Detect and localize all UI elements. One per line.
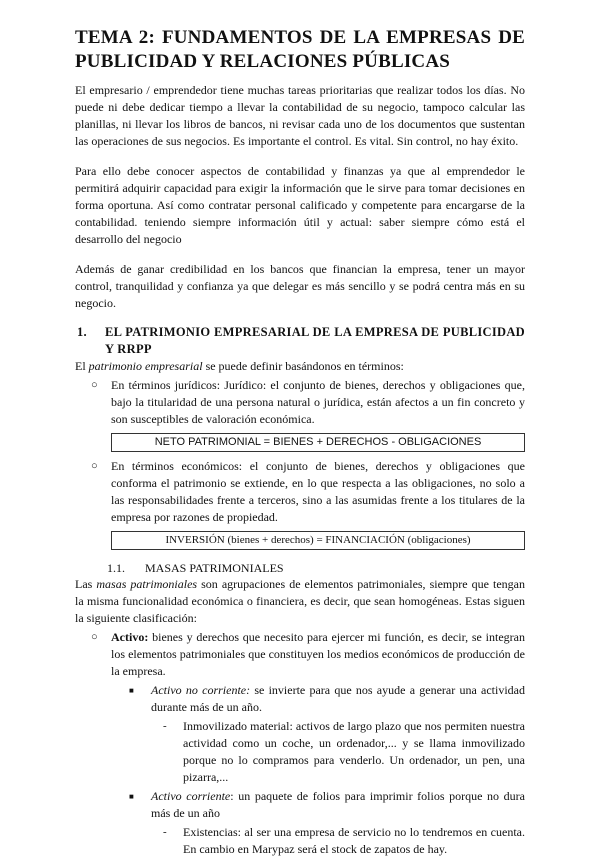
list-item-activo-no-corriente <box>75 682 525 716</box>
intro-paragraph-2: Para ello debe conocer aspectos de contabilidad y finanzas ya que al emprendedor le permitirá adquirir capacidad para exigir la información que le sirve para tomar decisiones en forma oportuna. Así como contratar personal calificado y competente para encargarse de la contabilidad. teniendo siempre información útil y actual: saber siempre cómo está el desarrollo del negocio <box>75 164 525 246</box>
activo-no-corriente-description: se invierte para que nos ayude a generar una actividad durante más de un año. <box>151 683 525 714</box>
lead-prefix: Las <box>75 577 97 591</box>
list-item-activo <box>75 629 525 680</box>
section-1-1-lead <box>75 576 525 627</box>
activo-text <box>111 629 525 680</box>
inmovilizado-text: Inmovilizado material: activos de largo plazo que nos permiten nuestra actividad como un coche, un ordenador,... y se llama inmovilizado porque no lo compramos para venderlo. Un ordenador, un pen, una pizarra,... <box>183 719 525 784</box>
circle-bullet-icon: ○ <box>91 379 98 391</box>
section-1-1-number: 1.1. <box>107 561 125 575</box>
list-item-juridicos <box>75 377 525 428</box>
dash-bullet-icon: - <box>163 720 167 732</box>
activo-description: bienes y derechos que necesito para ejercer mi función, es decir, se integran los elementos patrimoniales que constituyen los medios económicos de producción de la empresa. <box>111 630 525 678</box>
lead-suffix: son agrupaciones de elementos patrimoniales, siempre que tengan la misma funcionalidad económica o financiera, es decir, que sean homogéneas. Estas siguen la siguiente clasificación: <box>75 577 525 625</box>
dash-bullet-icon: - <box>163 826 167 838</box>
intro-paragraph-1: El empresario / emprendedor tiene muchas tareas prioritarias que realizar todos los días. No puede ni debe dedicar tiempo a llevar la contabilidad de su negocio, tampoco calcular las planillas, ni llevar los libros de bancos, ni revisar cada uno de los documentos que sustentan las operaciones de sus negocios. Es importante el control. Es vital. Sin control, no hay éxito. <box>75 83 525 148</box>
formula-inversion: INVERSIÓN (bienes + derechos) = FINANCIACIÓN (obligaciones) <box>111 531 525 550</box>
section-1-lead <box>75 358 525 375</box>
juridicos-text: En términos jurídicos: Jurídico: el conjunto de bienes, derechos y obligaciones que, bajo la titularidad de una persona natural o jurídica, están afectos a un fin concreto y son susceptibles de valoración económica. <box>111 378 525 426</box>
intro-paragraph-3: Además de ganar credibilidad en los bancos que financian la empresa, tener un mayor control, tranquilidad y confianza ya que delegar es más sencillo y se podrá centra más en su negocio. <box>75 262 525 310</box>
economicos-text: En términos económicos: el conjunto de bienes, derechos y obligaciones que conforma el patrimonio se extiende, en lo que respecta a las obligaciones, no solo a las responsabilidades frente a terceros, sino a las asumidas frente a los titulares de la empresa por razones de propiedad. <box>111 459 525 524</box>
activo-corriente-text <box>151 788 525 822</box>
square-bullet-icon: ■ <box>129 686 134 695</box>
activo-no-corriente-label: Activo no corriente: <box>151 683 251 697</box>
activo-no-corriente-text <box>151 682 525 716</box>
list-item-economicos <box>75 458 525 526</box>
section-1-heading <box>75 324 525 358</box>
lead-suffix: se puede definir basándonos en términos: <box>202 359 404 373</box>
lead-term: patrimonio empresarial <box>88 359 203 373</box>
formula-neto-patrimonial: NETO PATRIMONIAL = BIENES + DERECHOS - OBLIGACIONES <box>111 433 525 452</box>
section-1-1-heading <box>75 560 525 576</box>
list-item-activo-corriente <box>75 788 525 822</box>
activo-label: Activo: <box>111 630 149 644</box>
activo-corriente-description: : un paquete de folios para imprimir folios porque no dura más de un año <box>151 789 525 820</box>
section-1-1-title: MASAS PATRIMONIALES <box>145 561 284 575</box>
lead-prefix: El <box>75 359 89 373</box>
circle-bullet-icon: ○ <box>91 460 98 472</box>
page-title: TEMA 2: FUNDAMENTOS DE LA EMPRESAS DE PUBLICIDAD Y RELACIONES PÚBLICAS <box>75 27 525 72</box>
section-1-title: EL PATRIMONIO EMPRESARIAL DE LA EMPRESA DE PUBLICIDAD Y RRPP <box>105 325 525 356</box>
activo-corriente-label: Activo corriente <box>151 789 231 803</box>
circle-bullet-icon: ○ <box>91 631 98 643</box>
existencias-text: Existencias: al ser una empresa de servicio no lo tendremos en cuenta. En cambio en Marypaz será el stock de zapatos de hay. <box>183 825 525 856</box>
square-bullet-icon: ■ <box>129 792 134 801</box>
section-1-number: 1. <box>77 325 87 339</box>
list-item-existencias <box>75 824 525 858</box>
list-item-inmovilizado <box>75 718 525 786</box>
lead-term: masas patrimoniales <box>96 577 198 591</box>
